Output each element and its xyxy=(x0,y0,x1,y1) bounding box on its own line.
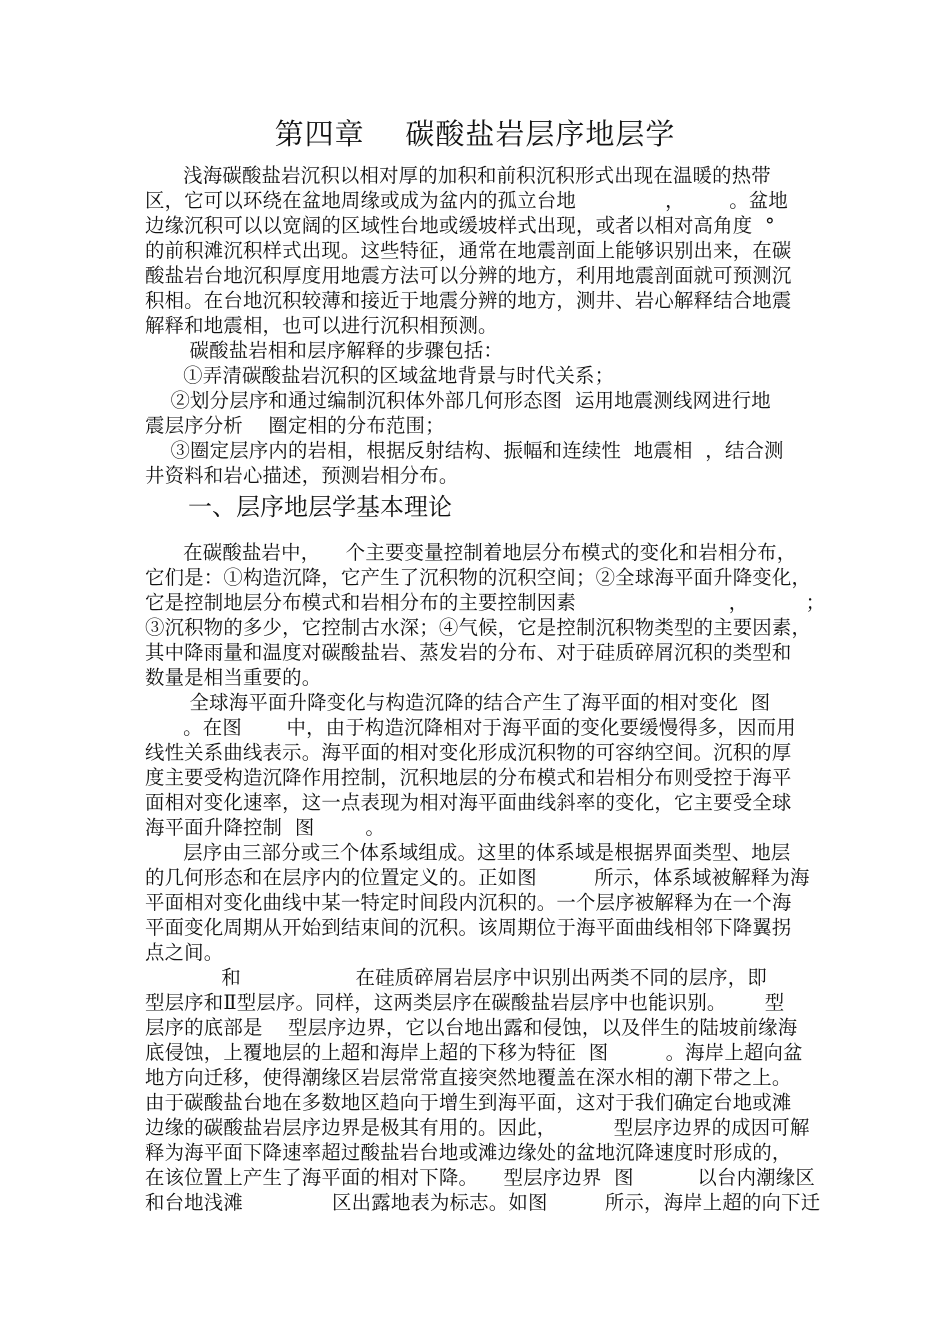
text-line: 区，它可以环绕在盆地周缘或成为盆内的孤立台地 ， 。盆地 xyxy=(145,189,788,212)
text-line: 型层序和Ⅱ型层序。同样，这两类层序在碳酸盐岩层序中也能识别。 型 xyxy=(145,991,785,1014)
text-line: 由于碳酸盐台地在多数地区趋向于增生到海平面，这对于我们确定台地或滩 xyxy=(145,1091,792,1114)
text-line: 层序由三部分或三个体系域组成。这里的体系域是根据界面类型、地层 xyxy=(145,841,791,864)
text-line: 底侵蚀，上覆地层的上超和海岸上超的下移为特征 图 。海岸上超向盆 xyxy=(145,1041,803,1064)
text-line: 碳酸盐岩相和层序解释的步骤包括： xyxy=(145,339,503,362)
text-line: 点之间。 xyxy=(145,941,224,964)
text-line: ③圈定层序内的岩相，根据反射结构、振幅和连续性 地震相 ，结合测 xyxy=(145,439,784,462)
text-line: 浅海碳酸盐岩沉积以相对厚的加积和前积沉积形式出现在温暖的热带 xyxy=(145,164,771,187)
text-line: 边缘沉积可以以宽阔的区域性台地或缓坡样式出现，或者以相对高角度 ° xyxy=(145,214,775,237)
text-line: 。在图 中，由于构造沉降相对于海平面的变化要缓慢得多，因而用 xyxy=(145,716,796,739)
text-line: 积相。在台地沉积较薄和接近于地震分辨的地方，测井、岩心解释结合地震 xyxy=(145,289,792,312)
text-line: 线性关系曲线表示。海平面的相对变化形成沉积物的可容纳空间。沉积的厚 xyxy=(145,741,792,764)
section-heading: 一、层序地层学基本理论 xyxy=(188,493,452,521)
text-line: 层序的底部是 型层序边界，它以台地出露和侵蚀，以及伴生的陆坡前缘海 xyxy=(145,1016,798,1039)
text-line: 井资料和岩心描述，预测岩相分布。 xyxy=(145,464,459,487)
text-line: 度主要受构造沉降作用控制，沉积地层的分布模式和岩相分布则受控于海平 xyxy=(145,766,792,789)
text-line: 酸盐岩台地沉积厚度用地震方法可以分辨的地方，利用地震剖面就可预测沉 xyxy=(145,264,792,287)
text-line: 解释和地震相，也可以进行沉积相预测。 xyxy=(145,314,498,337)
text-line: 的几何形态和在层序内的位置定义的。正如图 所示，体系域被解释为海 xyxy=(145,866,810,889)
text-line: 释为海平面下降速率超过酸盐岩台地或滩边缘处的盆地沉降速度时形成的， xyxy=(145,1141,792,1164)
text-line: 和台地浅滩 区出露地表为标志。如图 所示，海岸上超的向下迁 xyxy=(145,1191,821,1214)
text-line: 的前积滩沉积样式出现。这些特征，通常在地震剖面上能够识别出来，在碳 xyxy=(145,239,792,262)
text-line: 其中降雨量和温度对碳酸盐岩、蒸发岩的分布、对于硅质碎屑沉积的类型和 xyxy=(145,641,792,664)
text-line: 在碳酸盐岩中， 个主要变量控制着地层分布模式的变化和岩相分布， xyxy=(145,541,797,564)
text-line: 海平面升降控制 图 。 xyxy=(145,816,385,839)
text-line: 在该位置上产生了海平面的相对下降。 型层序边界 图 以台内潮缘区 xyxy=(145,1166,815,1189)
text-line: 震层序分析 圈定相的分布范围； xyxy=(145,414,445,437)
text-line: ①弄清碳酸盐岩沉积的区域盆地背景与时代关系； xyxy=(145,364,615,387)
text-line: ③沉积物的多少，它控制古水深；④气候，它是控制沉积物类型的主要因素， xyxy=(145,616,812,639)
text-line: 边缘的碳酸盐岩层序边界是极其有用的。因此， 型层序边界的成因可解 xyxy=(145,1116,810,1139)
text-line: 它是控制地层分布模式和岩相分布的主要控制因素 ， ； xyxy=(145,591,826,614)
text-line: 全球海平面升降变化与构造沉降的结合产生了海平面的相对变化 图 xyxy=(145,691,771,714)
text-line: 平面相对变化曲线中某一特定时间段内沉积的。一个层序被解释为在一个海 xyxy=(145,891,792,914)
text-line: 平面变化周期从开始到结束间的沉积。该周期位于海平面曲线相邻下降翼拐 xyxy=(145,916,792,939)
text-line: ②划分层序和通过编制沉积体外部几何形态图 运用地震测线网进行地 xyxy=(145,389,771,412)
text-line: 它们是：①构造沉降，它产生了沉积物的沉积空间；②全球海平面升降变化， xyxy=(145,566,812,589)
text-line: 地方向迁移，使得潮缘区岩层常常直接突然地覆盖在深水相的潮下带之上。 xyxy=(145,1066,792,1089)
text-line: 面相对变化速率，这一点表现为相对海平面曲线斜率的变化，它主要受全球 xyxy=(145,791,792,814)
text-line: 数量是相当重要的。 xyxy=(145,666,322,689)
page-title: 第四章 碳酸盐岩层序地层学 xyxy=(274,117,676,151)
text-line: 和 在硅质碎屑岩层序中识别出两类不同的层序，即 xyxy=(145,966,767,989)
